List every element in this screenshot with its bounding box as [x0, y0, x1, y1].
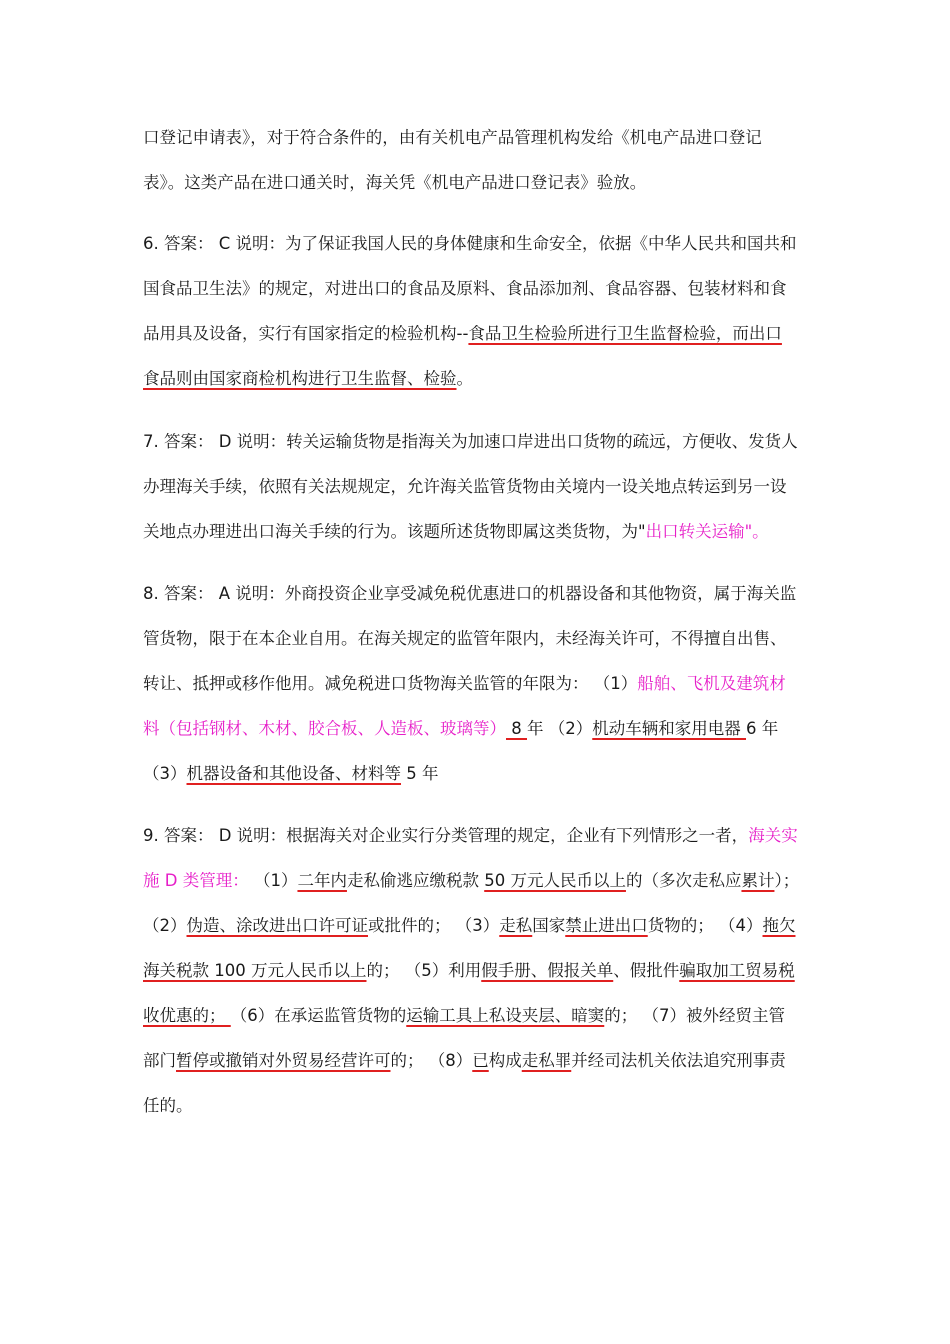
highlighted-text: 海关实: [748, 826, 798, 845]
highlighted-text: 施 D 类管理：: [143, 871, 249, 890]
text-segment: 表》。这类产品在进口通关时，海关凭《机电产品进口登记表》验放。: [143, 173, 647, 192]
text-segment: （2）: [143, 916, 187, 935]
text-segment: 任的。: [143, 1096, 193, 1115]
text-line: [143, 706, 807, 751]
text-line: [143, 221, 807, 266]
underlined-text: 拖欠: [762, 916, 796, 935]
text-segment: 国食品卫生法》的规定，对进出口的食品及原料、食品添加剂、食品容器、包装材料和食: [143, 279, 787, 298]
highlighted-text: 船舶、飞机及建筑材: [637, 674, 786, 693]
text-segment: 7. 答案： D 说明：转关运输货物是指海关为加速口岸进出口货物的疏远，方便收、发货人: [143, 432, 798, 451]
underlined-text: 伪造、涂改进出口许可证: [186, 916, 368, 935]
text-line: [143, 993, 807, 1038]
text-segment: 品用具及设备，实行有国家指定的检验机构--: [143, 324, 469, 343]
paragraph-5-continuation: [143, 115, 807, 205]
text-segment: 或批件的； （3）: [368, 916, 500, 935]
underlined-text: 食品卫生检验所进行卫生监督检验，而出口: [468, 324, 782, 343]
text-segment: 的； （8）: [390, 1051, 473, 1070]
text-line: [143, 616, 807, 661]
text-segment: 关地点办理进出口海关手续的行为。该题所述货物即属这类货物，为": [143, 522, 646, 541]
answer-8-paragraph: [143, 571, 807, 796]
underlined-text: 收优惠的；: [143, 1006, 231, 1025]
text-segment: 并经司法机关依法追究刑事责: [571, 1051, 786, 1070]
highlighted-text: 料（包括钢材、木材、胶合板、人造板、玻璃等）: [143, 719, 506, 738]
text-segment: 货物的； （4）: [647, 916, 763, 935]
text-line: [143, 948, 807, 993]
text-segment: （3）: [143, 764, 187, 783]
text-segment: 的； （5）利用: [366, 961, 482, 980]
underlined-text: 骗取加工贸易税: [679, 961, 795, 980]
text-segment: 。: [456, 369, 473, 388]
answer-7-paragraph: [143, 419, 807, 554]
text-segment: 的（多次走私应: [625, 871, 742, 890]
text-line: [143, 356, 807, 401]
highlighted-text: 出口转关运输"。: [645, 522, 769, 541]
underlined-text: 暂停或撤销对外贸易经营许可: [176, 1051, 391, 1070]
text-segment: 口登记申请表》，对于符合条件的，由有关机电产品管理机构发给《机电产品进口登记: [143, 128, 762, 147]
text-segment: 国家: [532, 916, 566, 935]
underlined-text: 已: [472, 1051, 489, 1070]
text-segment: 办理海关手续，依照有关法规规定，允许海关监管货物由关境内一设关地点转运到另一设: [143, 477, 787, 496]
text-line: [143, 903, 807, 948]
text-segment: （6）在承运监管货物的: [230, 1006, 407, 1025]
text-segment: ）；: [774, 871, 800, 890]
text-line: [143, 661, 807, 706]
text-segment: （1）: [248, 871, 298, 890]
text-segment: 6 年: [746, 719, 779, 738]
text-segment: 部门: [143, 1051, 176, 1070]
text-segment: 转让、抵押或移作他用。减免税进口货物海关监管的年限为： （1）: [143, 674, 638, 693]
underlined-text: 食品则由国家商检机构进行卫生监督、检验: [143, 369, 457, 388]
text-line: [143, 1038, 807, 1083]
text-line: [143, 311, 807, 356]
underlined-text: 假手册、假报关单: [481, 961, 614, 980]
text-segment: 9. 答案： D 说明：根据海关对企业实行分类管理的规定，企业有下列情形之一者，: [143, 826, 749, 845]
underlined-text: 运输工具上私设夹层、暗窦: [406, 1006, 605, 1025]
text-segment: 5 年: [401, 764, 439, 783]
text-line: [143, 115, 807, 160]
text-line: [143, 751, 807, 796]
text-segment: 管货物，限于在本企业自用。在海关规定的监管年限内，未经海关许可，不得擅自出售、: [143, 629, 787, 648]
text-line: [143, 858, 807, 903]
text-segment: 6. 答案： C 说明：为了保证我国人民的身体健康和生命安全，依据《中华人民共和国共和: [143, 234, 797, 253]
text-line: [143, 1083, 807, 1128]
text-segment: 、假批件: [613, 961, 680, 980]
underlined-text: 走私: [499, 916, 533, 935]
text-line: [143, 509, 807, 554]
answer-6-paragraph: [143, 221, 807, 401]
text-line: [143, 464, 807, 509]
underlined-text: 机器设备和其他设备、材料等: [186, 764, 401, 783]
text-segment: 走私偷逃应缴税款: [346, 871, 485, 890]
text-line: [143, 160, 807, 205]
underlined-text: 海关税款 100 万元人民币以上: [143, 961, 367, 980]
text-segment: 年 （2）: [527, 719, 593, 738]
underlined-text: 机动车辆和家用电器: [592, 719, 746, 738]
underlined-text: 二年内: [297, 871, 347, 890]
text-segment: 的； （7）被外经贸主管: [604, 1006, 785, 1025]
underlined-text: 累计: [741, 871, 775, 890]
answer-9-paragraph: [143, 813, 807, 1128]
underlined-text: 50 万元人民币以上: [484, 871, 626, 890]
underlined-text: 走私罪: [521, 1051, 572, 1070]
underlined-text: 8: [506, 719, 527, 738]
underlined-text: 禁止进出口: [565, 916, 648, 935]
text-line: [143, 266, 807, 311]
text-segment: 构成: [488, 1051, 522, 1070]
text-line: [143, 571, 807, 616]
text-line: [143, 419, 807, 464]
text-line: [143, 813, 807, 858]
text-segment: 8. 答案： A 说明：外商投资企业享受减免税优惠进口的机器设备和其他物资，属于海关监: [143, 584, 797, 603]
